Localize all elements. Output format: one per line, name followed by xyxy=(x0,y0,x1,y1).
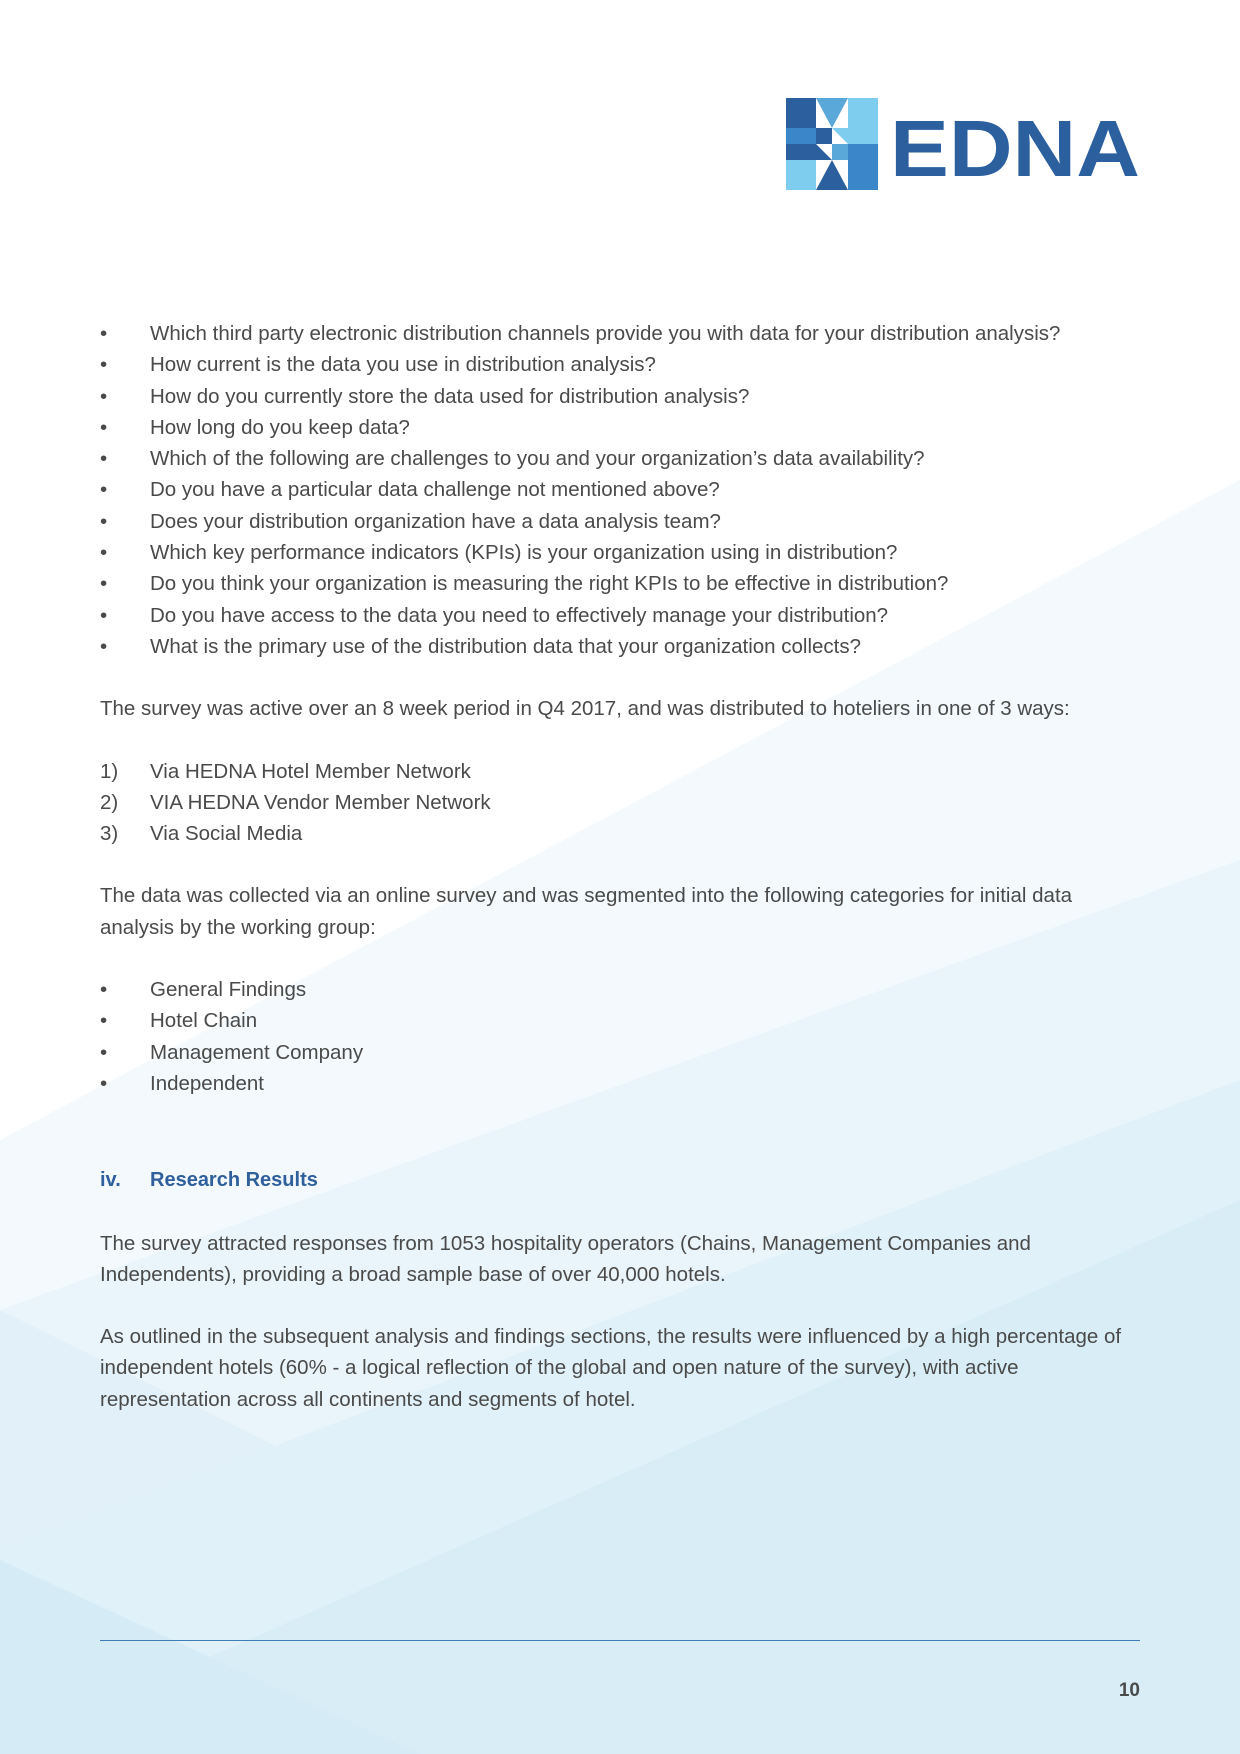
survey-period-paragraph: The survey was active over an 8 week period in Q4 2017, and was distributed to hoteliers in one of 3 ways: xyxy=(100,697,1070,721)
bullet-icon: • xyxy=(100,1040,108,1064)
list-item: 2) VIA HEDNA Vendor Member Network xyxy=(100,787,1140,818)
bullet-icon: • xyxy=(100,1071,108,1095)
list-number: 1) xyxy=(100,759,119,783)
section-title: Research Results xyxy=(150,1169,318,1192)
list-number: 3) xyxy=(100,822,119,846)
data-collection-paragraph: The data was collected via an online survey and was segmented into the following categories for initial data analysis by the working group: xyxy=(100,884,1073,939)
hedna-logo-mark-icon xyxy=(786,98,878,190)
bullet-icon: • xyxy=(100,415,108,439)
list-item: • What is the primary use of the distribution data that your organization collects? xyxy=(100,631,1140,662)
bullet-icon: • xyxy=(100,509,108,533)
list-item: • Do you have access to the data you need to effectively manage your distribution? xyxy=(100,600,1140,631)
section-heading xyxy=(100,1165,1140,1196)
bullet-icon: • xyxy=(100,603,108,627)
footer-divider xyxy=(100,1640,1140,1641)
distribution-ways-list xyxy=(100,756,1140,850)
list-item: • Which of the following are challenges to you and your organization’s data availability? xyxy=(100,443,1140,474)
bullet-icon: • xyxy=(100,572,108,596)
bullet-icon: • xyxy=(100,1009,108,1033)
results-paragraph-2: As outlined in the subsequent analysis and findings sections, the results were influenced by a high percentage of independent hotels (60% - a logical reflection of the global and open nature of the survey), with active representation across all continents and segments of hotel. xyxy=(100,1325,1122,1411)
main-content xyxy=(100,318,1140,1415)
page-number: 10 xyxy=(1118,1680,1140,1701)
results-paragraph-1: The survey attracted responses from 1053 hospitality operators (Chains, Management Companies and Independents), providing a broad sample base of over 40,000 hotels. xyxy=(100,1231,1031,1286)
section-numeral: iv. xyxy=(100,1169,121,1192)
list-item: • Management Company xyxy=(100,1037,1140,1068)
list-item: • Do you think your organization is measuring the right KPIs to be effective in distribution? xyxy=(100,568,1140,599)
bullet-icon: • xyxy=(100,322,108,345)
list-item: • Independent xyxy=(100,1068,1140,1099)
categories-list xyxy=(100,974,1140,1099)
list-item: 3) Via Social Media xyxy=(100,818,1140,849)
bullet-icon: • xyxy=(100,978,108,1002)
list-item: • Which third party electronic distribution channels provide you with data for your distribution analysis? xyxy=(100,318,1140,349)
list-number: 2) xyxy=(100,790,119,814)
hedna-logo-text: EDNA xyxy=(890,104,1140,190)
list-item: • How long do you keep data? xyxy=(100,412,1140,443)
bullet-icon: • xyxy=(100,447,108,471)
bullet-icon: • xyxy=(100,384,108,408)
list-item: • Do you have a particular data challenge not mentioned above? xyxy=(100,474,1140,505)
list-item: 1) Via HEDNA Hotel Member Network xyxy=(100,756,1140,787)
list-item: • How current is the data you use in distribution analysis? xyxy=(100,349,1140,380)
list-item: • Hotel Chain xyxy=(100,1005,1140,1036)
bullet-icon: • xyxy=(100,541,108,565)
survey-questions-list xyxy=(100,318,1140,662)
hedna-logo xyxy=(786,98,1142,190)
list-item: • Does your distribution organization have a data analysis team? xyxy=(100,506,1140,537)
list-item: • Which key performance indicators (KPIs) is your organization using in distribution? xyxy=(100,537,1140,568)
bullet-icon: • xyxy=(100,478,108,502)
list-item: • General Findings xyxy=(100,974,1140,1005)
bullet-icon: • xyxy=(100,634,108,658)
bullet-icon: • xyxy=(100,353,108,377)
list-item: • How do you currently store the data used for distribution analysis? xyxy=(100,381,1140,412)
